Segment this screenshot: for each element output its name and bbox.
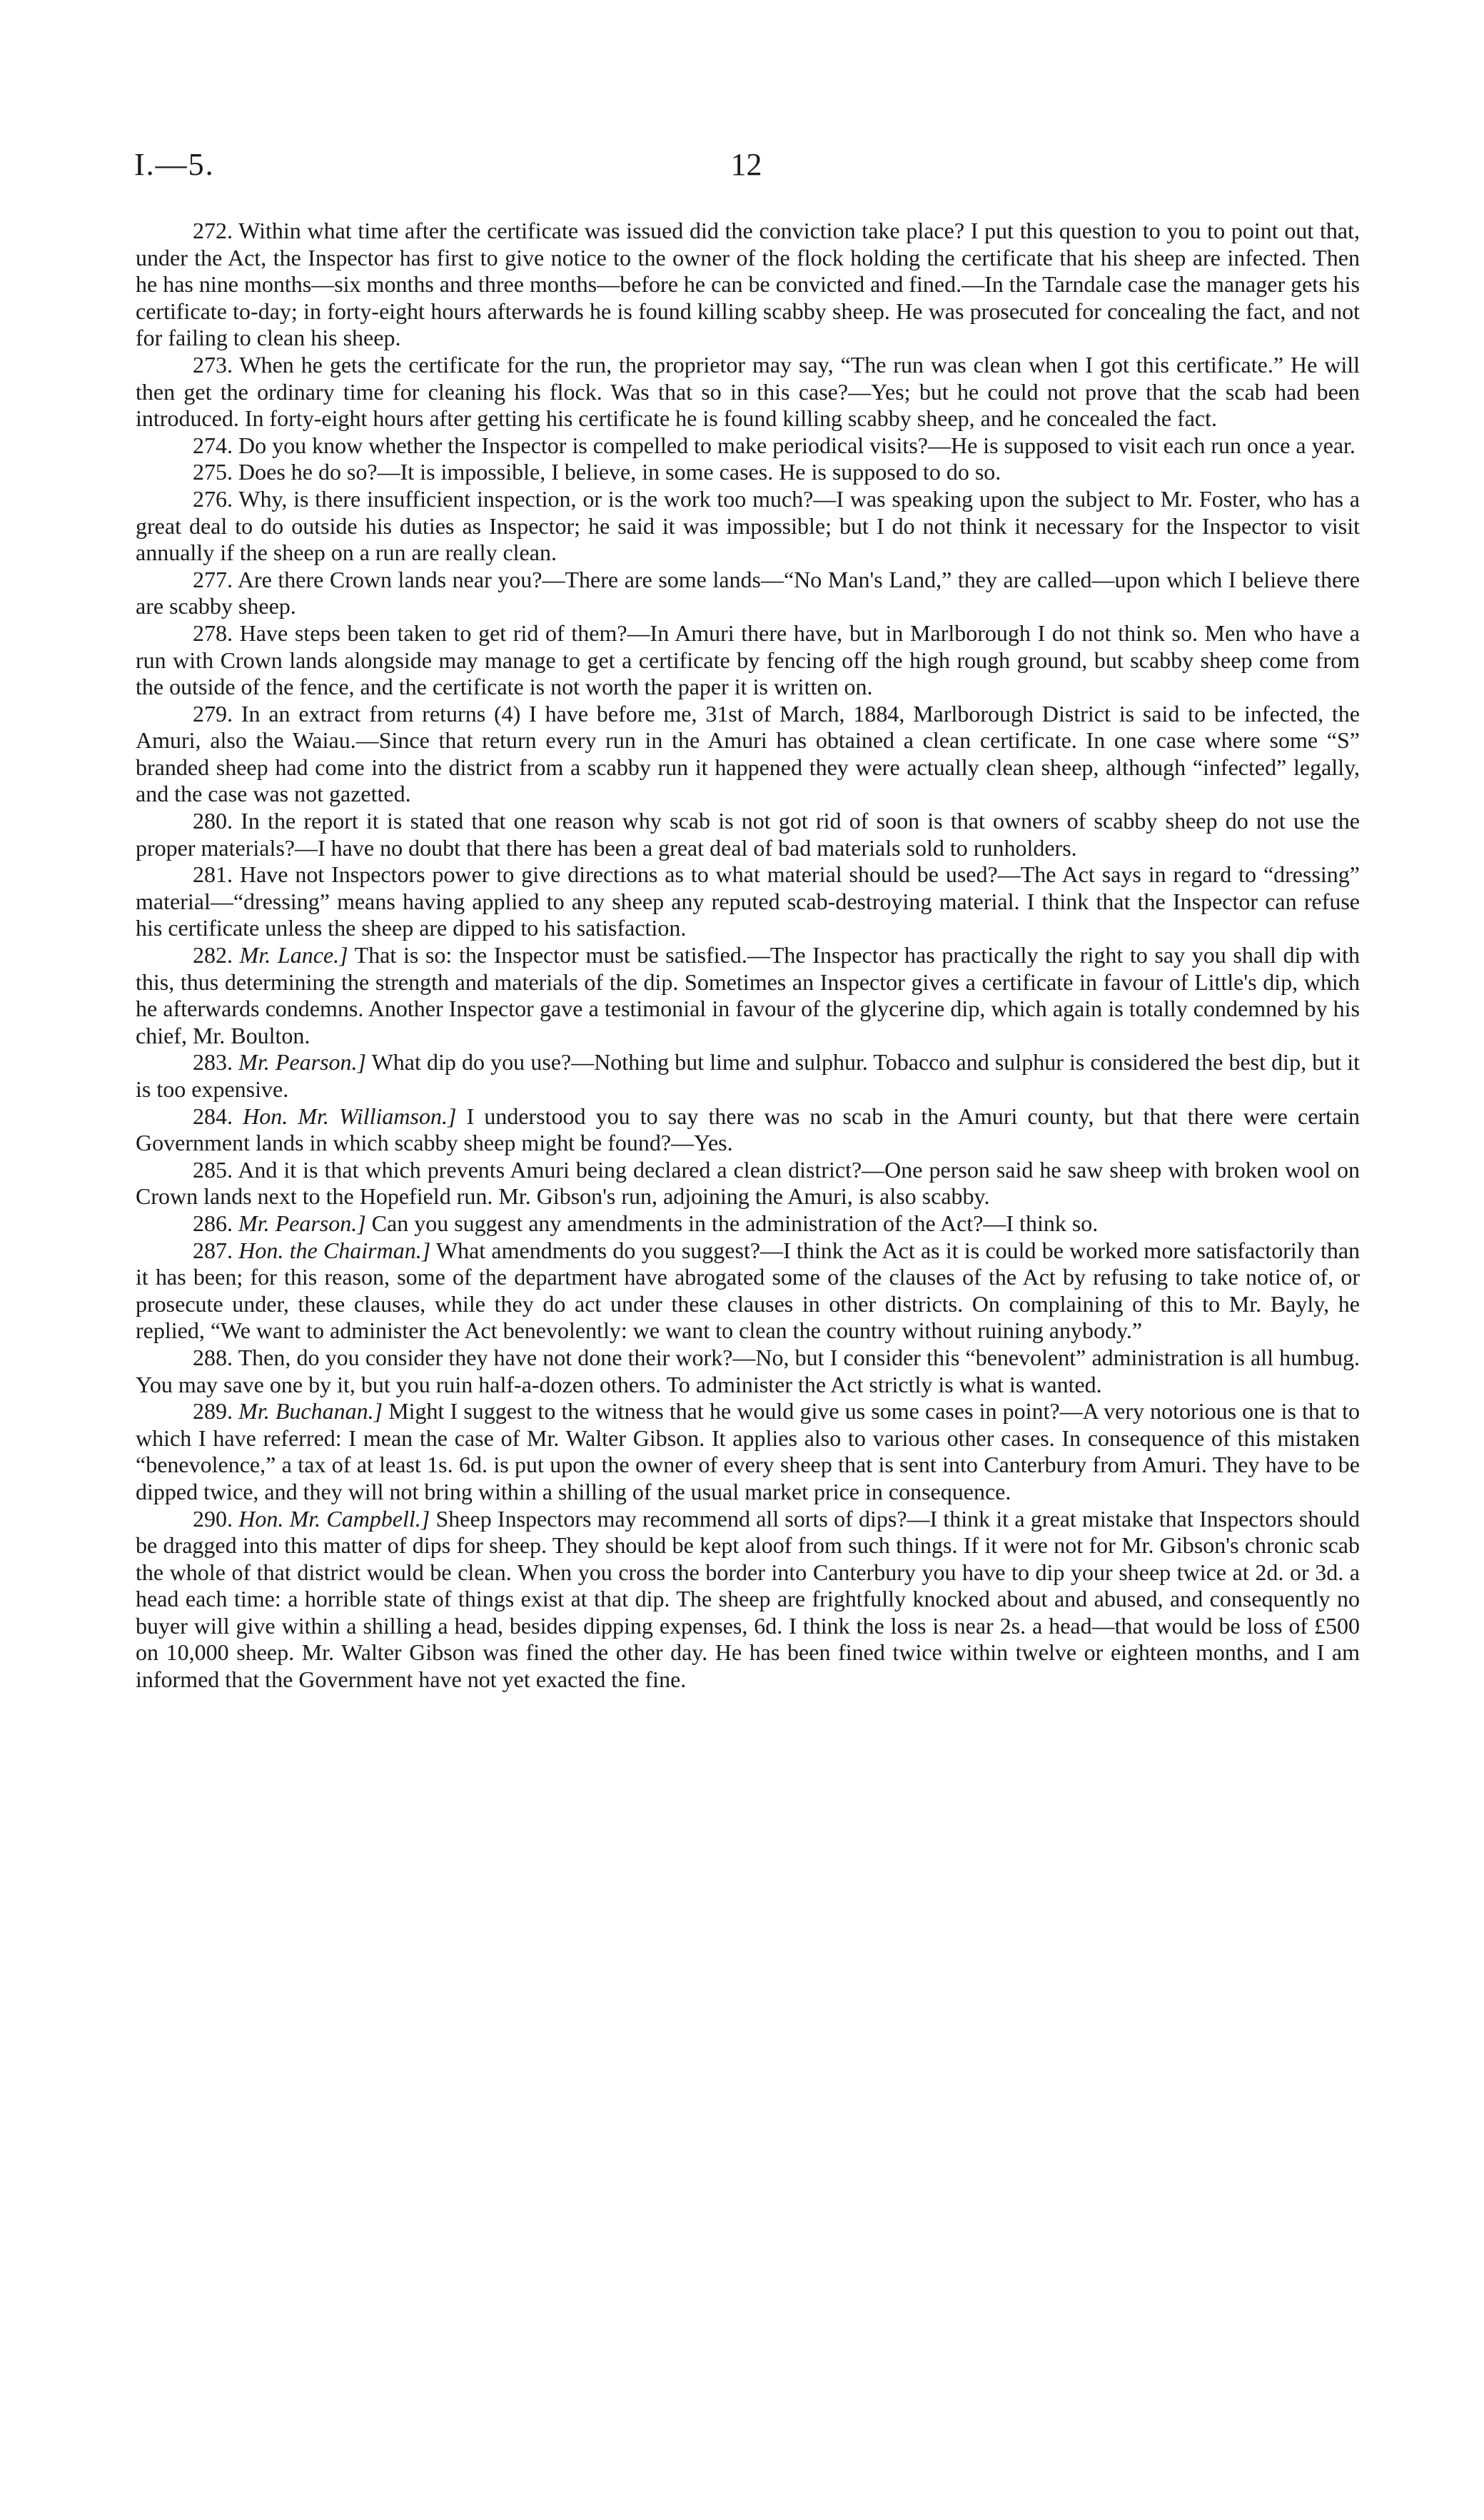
paragraph-text: Sheep Inspectors may recommend all sorts of dips?—I think it a great mistake that Inspectors should be dragged into this matter of dips for sheep. They should be kept aloof from such things. If it were not for Mr. Gibson's chronic scab the whole of that district would be clean. When you cross the border into Canterbury you have to dip your sheep twice at 2d. or 3d. a head each time: a horrible state of things exist at that dip. The sheep are frightfully knocked about and abused, and consequently no buyer will give within a shilling a head, besides dipping expenses, 6d. I think the loss is near 2s. a head—that would be loss of £500 on 10,000 sheep. Mr. Walter Gibson was fined the other day. He has been fined twice within twelve or eighteen months, and I am informed that the Government have not yet exacted the fine. [136, 1505, 1361, 1693]
paragraph-number: 289. [193, 1398, 233, 1425]
paragraph-number: 280. [193, 808, 233, 834]
paragraph-text: In an extract from returns (4) I have before me, 31st of March, 1884, Marlborough District is said to be infected, the Amuri, also the Waiau.—Since that return every run in the Amuri has obtained a clean certificate. In one case where some “S” branded sheep had come into the district from a scabby run it happened they were actually clean sheep, although “infected” legally, and the case was not gazetted. [136, 700, 1361, 807]
speaker-label: Hon. Mr. Campbell.] [238, 1505, 430, 1532]
paragraph-text: Have steps been taken to get rid of them?—In Amuri there have, but in Marlborough I do not think so. Men who have a run with Crown lands alongside may manage to get a certificate by fencing off the high rough ground, but scabby sheep come from the outside of the fence, and the certificate is not worth the paper it is written on. [136, 619, 1361, 700]
speaker-label: Hon. the Chairman.] [238, 1237, 431, 1263]
paragraph-text: Have not Inspectors power to give directions as to what material should be used?—The Act says in regard to “dressing” material—“dressing” means having applied to any sheep any reputed scab-destroying material. I think that the Inspector can refuse his certificate unless the sheep are dipped to his satisfaction. [136, 861, 1361, 941]
paragraph-289 [136, 1398, 1360, 1505]
speaker-label: Mr. Pearson.] [238, 1210, 366, 1236]
paragraph-text: Are there Crown lands near you?—There are some lands—“No Man's Land,” they are called—upon which I believe there are scabby sheep. [136, 566, 1361, 619]
paragraph-number: 287. [193, 1237, 233, 1263]
paragraph-text: And it is that which prevents Amuri being declared a clean district?—One person said he saw sheep with broken wool on Crown lands next to the Hopefield run. Mr. Gibson's run, adjoining the Amuri, is also scabby. [136, 1156, 1361, 1210]
paragraph-number: 276. [193, 485, 233, 512]
paragraph-number: 275. [193, 459, 233, 485]
paragraph-text: Does he do so?—It is impossible, I believe, in some cases. He is supposed to do so. [238, 459, 1001, 485]
paragraph-281 [136, 861, 1360, 942]
paragraph-287 [136, 1238, 1360, 1345]
paragraph-text: I understood you to say there was no scab in the Amuri county, but that there were certain Government lands in which scabby sheep might be found?—Yes. [136, 1103, 1361, 1156]
paragraph-279 [136, 701, 1360, 808]
paragraph-number: 286. [193, 1210, 233, 1236]
paragraph-288 [136, 1345, 1360, 1398]
paragraph-275 [136, 459, 1360, 486]
paragraph-number: 283. [193, 1049, 233, 1076]
paragraph-284 [136, 1103, 1360, 1157]
speaker-label: Mr. Lance.] [239, 942, 348, 968]
paragraph-number: 288. [193, 1344, 233, 1370]
paragraph-number: 282. [193, 942, 233, 968]
paragraph-text: When he gets the certificate for the run, the proprietor may say, “The run was clean when I got this certificate.” He will then get the ordinary time for cleaning his flock. Was that so in this case?—Yes; but he could not prove that the scab had been introduced. In forty-eight hours after getting his certificate he is found killing scabby sheep, and he concealed the fact. [136, 351, 1361, 432]
paragraph-text: Might I suggest to the witness that he would give us some cases in point?—A very notorious one is that to which I have referred: I mean the case of Mr. Walter Gibson. It applies also to various other cases. In consequence of this mistaken “benevolence,” a tax of at least 1s. 6d. is put upon the owner of every sheep that is sent into Canterbury from Amuri. They have to be dipped twice, and they will not bring within a shilling of the usual market price in consequence. [136, 1398, 1361, 1504]
speaker-label: Mr. Buchanan.] [238, 1398, 383, 1425]
paragraph-number: 281. [193, 861, 233, 888]
paragraph-290 [136, 1506, 1360, 1694]
paragraph-text: Why, is there insufficient inspection, or is the work too much?—I was speaking upon the subject to Mr. Foster, who has a great deal to do outside his duties as Inspector; he said it was impossible; but I do not think it necessary for the Inspector to visit annually if the sheep on a run are really clean. [136, 485, 1361, 566]
paragraph-277 [136, 567, 1360, 620]
page-header [134, 146, 1358, 196]
paragraph-276 [136, 486, 1360, 567]
paragraph-number: 274. [193, 432, 233, 458]
paragraph-number: 284. [193, 1103, 233, 1129]
paragraph-286 [136, 1210, 1360, 1238]
paragraph-number: 273. [193, 351, 233, 378]
paragraph-272 [136, 218, 1360, 352]
paragraph-number: 285. [193, 1156, 233, 1183]
page-number: 12 [730, 147, 762, 182]
speaker-label: Hon. Mr. Williamson.] [243, 1103, 457, 1129]
paragraph-text: That is so: the Inspector must be satisfied.—The Inspector has practically the right to say you shall dip with this, thus determining the strength and materials of the dip. Sometimes an Inspector gives a certificate in favour of Little's dip, which he afterwards condemns. Another Inspector gave a testimonial in favour of the glycerine dip, which again is totally condemned by his chief, Mr. Boulton. [136, 942, 1361, 1048]
paragraph-number: 278. [193, 619, 233, 646]
paragraph-273 [136, 352, 1360, 432]
paragraph-282 [136, 942, 1360, 1049]
paragraph-text: Then, do you consider they have not done their work?—No, but I consider this “benevolent” administration is all humbug. You may save one by it, but you ruin half-a-dozen others. To administer the Act strictly is what is wanted. [136, 1344, 1361, 1397]
paragraph-283 [136, 1049, 1360, 1103]
paragraph-text: Do you know whether the Inspector is compelled to make periodical visits?—He is supposed to visit each run once a year. [238, 432, 1356, 458]
paragraph-text: Can you suggest any amendments in the administration of the Act?—I think so. [371, 1210, 1099, 1236]
paragraph-285 [136, 1157, 1360, 1210]
paragraph-text: What amendments do you suggest?—I think the Act as it is could be worked more satisfactorily than it has been; for this reason, some of the department have abrogated some of the clauses of the Act by refusing to take notice of, or prosecute under, these clauses, while they do act under these clauses in other districts. On complaining of this to Mr. Bayly, he replied, “We want to administer the Act benevolently: we want to clean the country without ruining anybody.” [136, 1237, 1361, 1344]
paragraph-278 [136, 620, 1360, 701]
paragraph-number: 279. [193, 700, 233, 727]
paragraph-280 [136, 808, 1360, 861]
paragraph-text: What dip do you use?—Nothing but lime and sulphur. Tobacco and sulphur is considered the best dip, but it is too expensive. [136, 1049, 1361, 1102]
paragraph-number: 277. [193, 566, 233, 592]
document-body [136, 218, 1360, 1694]
paragraph-number: 272. [193, 218, 233, 243]
paragraph-text: Within what time after the certificate was issued did the conviction take place? I put this question to you to point out that, under the Act, the Inspector has first to give notice to the owner of the flock holding the certificate that his sheep are infected. Then he has nine months—six months and three months—before he can be convicted and fined.—In the Tarndale case the manager gets his certificate to-day; in forty-eight hours afterwards he is found killing scabby sheep. He was prosecuted for concealing the fact, and not for failing to clean his sheep. [136, 218, 1361, 351]
document-reference: I.—5. [134, 147, 215, 182]
speaker-label: Mr. Pearson.] [238, 1049, 366, 1076]
paragraph-text: In the report it is stated that one reason why scab is not got rid of soon is that owners of scabby sheep do not use the proper materials?—I have no doubt that there has been a great deal of bad materials sold to runholders. [136, 808, 1361, 861]
paragraph-274 [136, 432, 1360, 460]
paragraph-number: 290. [193, 1505, 233, 1532]
